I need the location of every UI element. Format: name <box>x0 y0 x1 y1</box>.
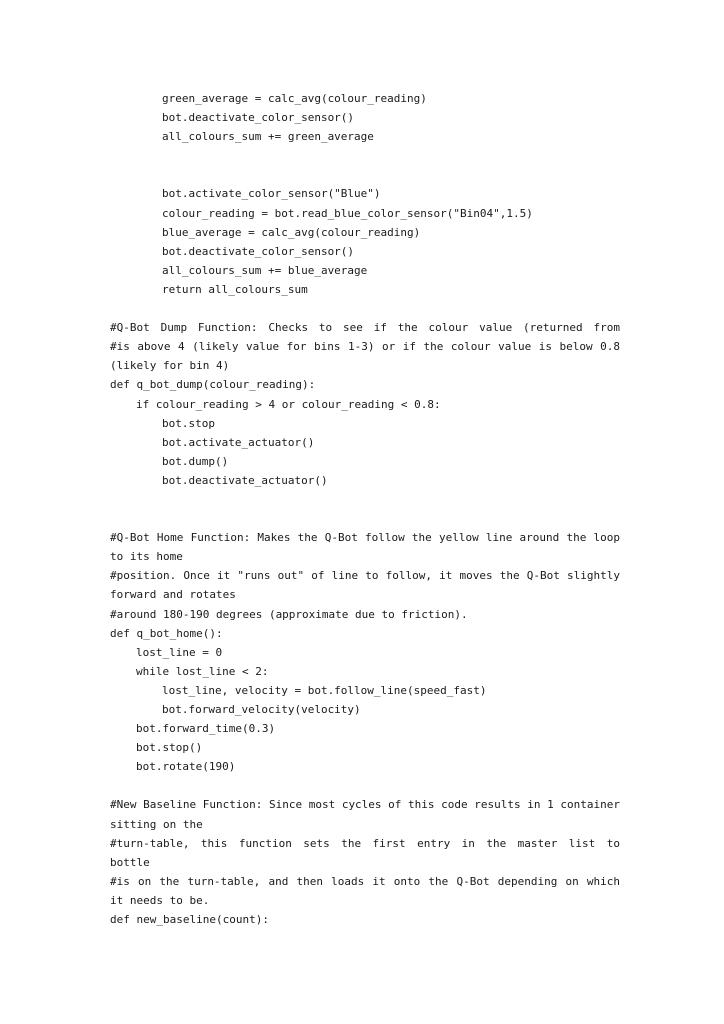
code-line: green_average = calc_avg(colour_reading) <box>162 92 427 105</box>
comment-line: #around 180-190 degrees (approximate due to friction). <box>110 607 468 621</box>
code-line: bot.forward_time(0.3) <box>136 722 276 736</box>
function-def: def q_bot_dump(colour_reading): <box>110 378 316 392</box>
code-line: bot.deactivate_actuator() <box>162 473 328 487</box>
comment-line: #turn-table, this function sets the first entry in the master list to <box>110 836 620 850</box>
code-listing <box>110 89 620 929</box>
code-line: bot.deactivate_color_sensor() <box>162 111 355 125</box>
code-line: while lost_line < 2: <box>136 664 269 678</box>
comment-line: sitting on the <box>110 817 203 831</box>
code-line: all_colours_sum += green_average <box>162 130 374 144</box>
code-line: bot.activate_actuator() <box>162 435 315 449</box>
code-line: bot.stop() <box>136 741 203 755</box>
comment-line: to its home <box>110 550 183 564</box>
function-def: def new_baseline(count): <box>110 913 269 927</box>
code-line: return all_colours_sum <box>162 282 308 296</box>
comment-line: (likely for bin 4) <box>110 359 230 373</box>
comment-line: it needs to be. <box>110 893 210 907</box>
comment-line: #position. Once it "runs out" of line to follow, it moves the Q-Bot slightly <box>110 569 620 583</box>
code-line: all_colours_sum += blue_average <box>162 263 368 277</box>
code-line: bot.rotate(190) <box>136 760 236 774</box>
code-line: bot.stop <box>162 416 215 430</box>
comment-line: #New Baseline Function: Since most cycles of this code results in 1 container <box>110 798 620 812</box>
comment-line: #Q-Bot Dump Function: Checks to see if the colour value (returned from <box>110 321 620 335</box>
function-def: def q_bot_home(): <box>110 626 223 640</box>
code-line: bot.deactivate_color_sensor() <box>162 244 355 258</box>
code-line: blue_average = calc_avg(colour_reading) <box>162 225 421 239</box>
code-line: colour_reading = bot.read_blue_color_sensor("Bin04",1.5) <box>162 206 533 220</box>
code-line: lost_line = 0 <box>136 645 223 659</box>
code-line: bot.dump() <box>162 454 229 468</box>
comment-line: #is above 4 (likely value for bins 1-3) or if the colour value is below 0.8 <box>110 340 620 354</box>
code-line: lost_line, velocity = bot.follow_line(speed_fast) <box>162 683 487 697</box>
comment-line: #is on the turn-table, and then loads it onto the Q-Bot depending on which <box>110 874 620 888</box>
comment-line: #Q-Bot Home Function: Makes the Q-Bot follow the yellow line around the loop <box>110 531 620 545</box>
code-line: bot.activate_color_sensor("Blue") <box>162 187 381 201</box>
comment-line: bottle <box>110 855 150 869</box>
comment-line: forward and rotates <box>110 588 236 602</box>
code-line: if colour_reading > 4 or colour_reading < 0.8: <box>136 397 441 411</box>
code-line: bot.forward_velocity(velocity) <box>162 703 361 716</box>
